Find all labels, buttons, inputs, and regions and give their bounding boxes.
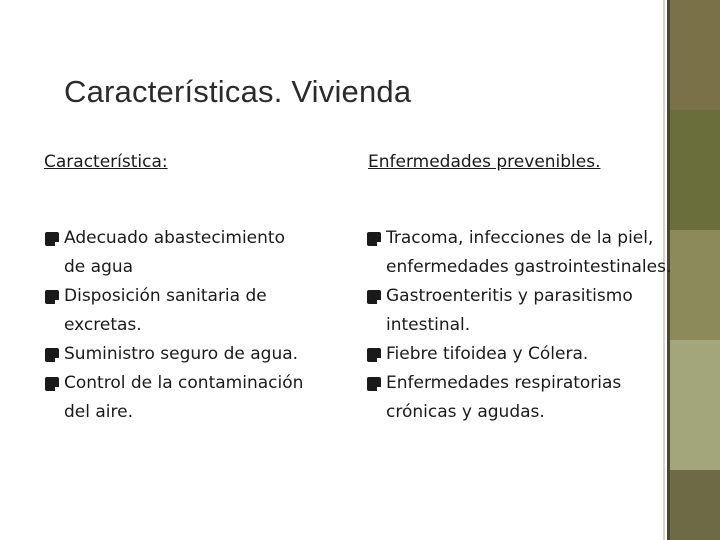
bullet-line: Tracoma, infecciones de la piel, [386, 228, 654, 248]
bullet-line: Adecuado abastecimiento [64, 228, 285, 248]
bullet-item [44, 224, 362, 282]
square-bullet-icon [367, 348, 381, 362]
square-bullet-icon [367, 290, 381, 304]
bullet-line: Gastroenteritis y parasitismo [386, 286, 633, 306]
square-bullet-icon [367, 377, 381, 391]
bullet-item [44, 369, 362, 427]
slide-title: Características. Vivienda [64, 74, 412, 109]
bullet-line-continued: intestinal. [386, 315, 471, 335]
bullet-item [44, 282, 362, 340]
side-decor-block [670, 110, 720, 230]
bullet-line-continued: enfermedades gastrointestinales. [386, 257, 672, 277]
square-bullet-icon [45, 377, 59, 391]
left-bullet-list [44, 224, 362, 427]
bullet-line: Enfermedades respiratorias [386, 373, 622, 393]
bullet-item [44, 340, 362, 369]
square-bullet-icon [45, 348, 59, 362]
left-column-header: Característica: [44, 152, 168, 172]
bullet-line-continued: del aire. [64, 402, 133, 422]
side-decor-block [670, 0, 720, 110]
bullet-item [366, 282, 718, 340]
side-decor-block [670, 470, 720, 540]
bullet-item [366, 369, 718, 427]
bullet-line: Control de la contaminación [64, 373, 304, 393]
right-bullet-list [366, 224, 718, 427]
bullet-line: Fiebre tifoidea y Cólera. [386, 344, 589, 364]
square-bullet-icon [45, 290, 59, 304]
bullet-item [366, 224, 718, 282]
bullet-item [366, 340, 718, 369]
bullet-line: Disposición sanitaria de [64, 286, 267, 306]
bullet-line: Suministro seguro de agua. [64, 344, 299, 364]
bullet-line-continued: de agua [64, 257, 134, 277]
square-bullet-icon [367, 232, 381, 246]
right-column-header: Enfermedades prevenibles. [368, 152, 601, 172]
square-bullet-icon [45, 232, 59, 246]
bullet-line-continued: crónicas y agudas. [386, 402, 545, 422]
bullet-line-continued: excretas. [64, 315, 142, 335]
